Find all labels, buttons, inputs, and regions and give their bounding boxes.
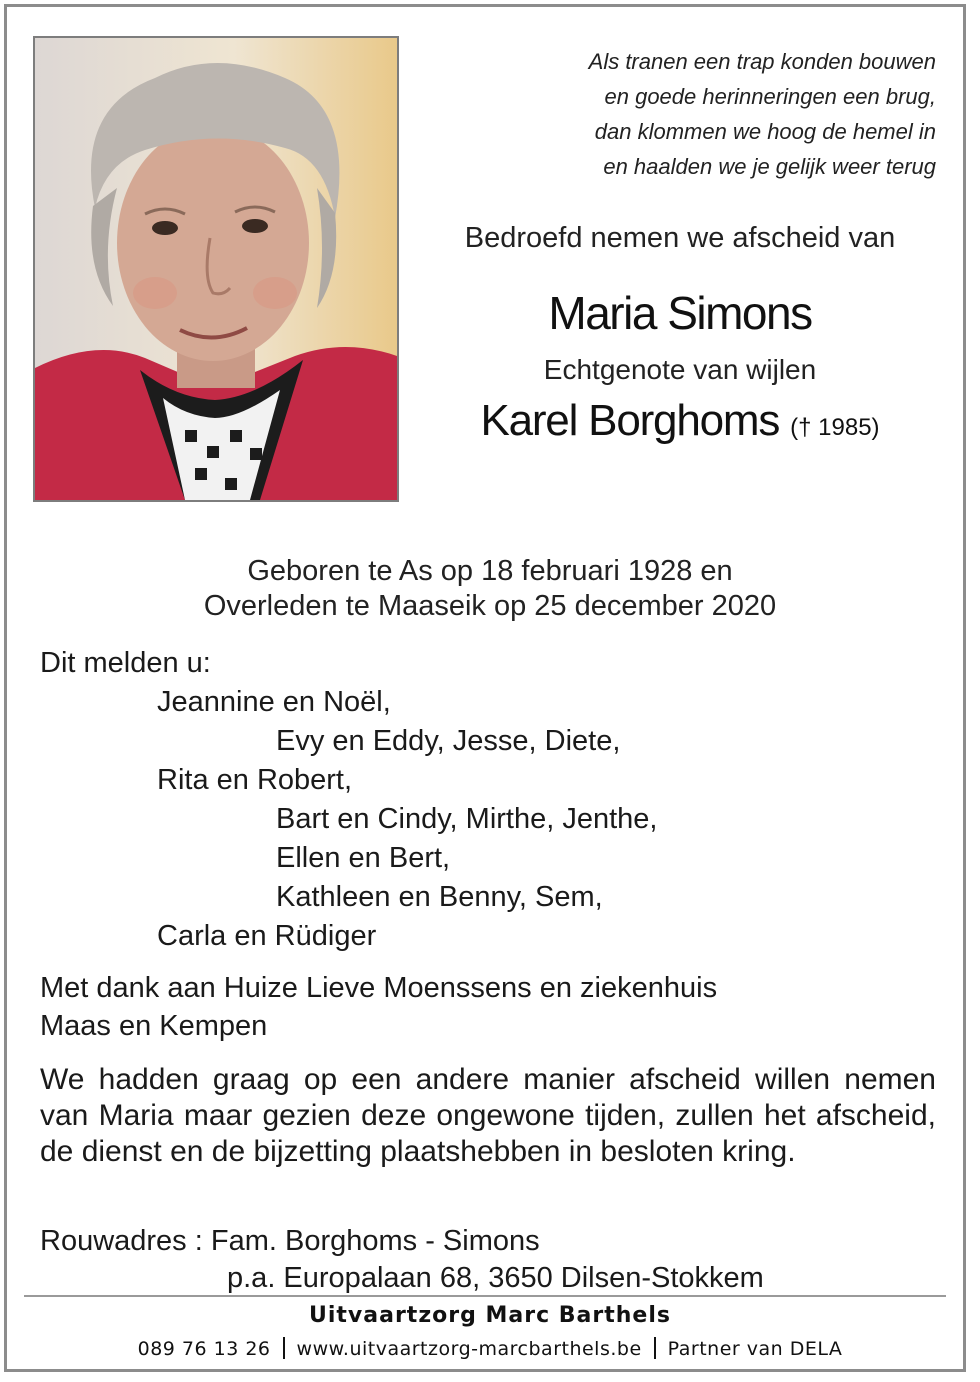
deceased-name: Maria Simons xyxy=(548,287,812,339)
intro-text: Bedroefd nemen we afscheid van xyxy=(464,222,896,254)
family-line: Jeannine en Noël, xyxy=(157,686,391,718)
partner-text: Partner van DELA xyxy=(667,1338,843,1360)
portrait-photo xyxy=(33,36,399,502)
footer-divider xyxy=(24,1295,946,1297)
thanks-line: Met dank aan Huize Lieve Moenssens en ziekenhuis xyxy=(40,972,718,1004)
spouse-death-year: († 1985) xyxy=(790,414,880,441)
poem-line: Als tranen een trap konden bouwen xyxy=(588,49,936,74)
spouse-label: Echtgenote van wijlen xyxy=(543,354,817,385)
notice-paragraph: We hadden graag op een andere manier afscheid willen nemen van Maria maar gezien deze ongewone tijden, zullen het afscheid, de dienst en de bijzetting plaatshebben in besloten kring. xyxy=(40,1063,936,1168)
address-line-2: p.a. Europalaan 68, 3650 Dilsen-Stokkem xyxy=(227,1262,764,1294)
poem-line: en goede herinneringen een brug, xyxy=(604,84,936,109)
address-line-1: Rouwadres : Fam. Borghoms - Simons xyxy=(40,1225,540,1257)
family-line: Ellen en Bert, xyxy=(276,842,451,874)
separator xyxy=(654,1337,656,1359)
spouse-name: Karel Borghoms xyxy=(480,396,780,445)
portrait-illustration xyxy=(35,38,397,500)
poem xyxy=(516,44,936,184)
poem-line: dan klommen we hoog de hemel in xyxy=(594,119,936,144)
death-line: Overleden te Maaseik op 25 december 2020 xyxy=(203,590,777,622)
thanks-line: Maas en Kempen xyxy=(40,1010,268,1042)
family-line: Rita en Robert, xyxy=(157,764,353,796)
spouse xyxy=(430,396,930,446)
family-line: Bart en Cindy, Mirthe, Jenthe, xyxy=(276,803,658,835)
contact-line xyxy=(0,1337,980,1360)
birth-line: Geboren te As op 18 februari 1928 en xyxy=(247,555,733,587)
company-name: Uitvaartzorg Marc Barthels xyxy=(309,1303,671,1328)
phone-number: 089 76 13 26 xyxy=(137,1338,271,1360)
family-line: Carla en Rüdiger xyxy=(157,920,377,952)
separator xyxy=(283,1337,285,1359)
website-link[interactable]: www.uitvaartzorg-marcbarthels.be xyxy=(296,1338,642,1360)
family-heading: Dit melden u: xyxy=(40,647,211,679)
poem-line: en haalden we je gelijk weer terug xyxy=(603,154,936,179)
family-line: Evy en Eddy, Jesse, Diete, xyxy=(276,725,621,757)
family-line: Kathleen en Benny, Sem, xyxy=(276,881,603,913)
